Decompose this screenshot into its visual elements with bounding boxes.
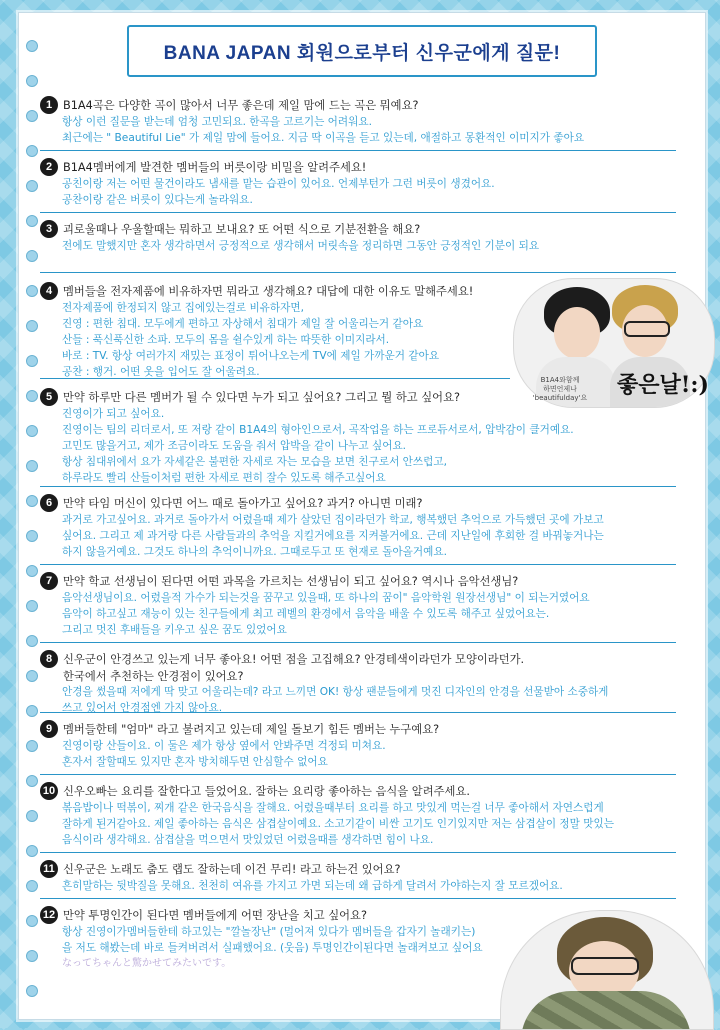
answer-text xyxy=(40,406,676,486)
answer-line: 혼자서 잘할때도 있지만 혼자 방치해두면 안심할수 없어요 xyxy=(62,756,328,768)
question-number: 4 xyxy=(40,282,58,300)
divider xyxy=(40,898,676,899)
answer-line: 항상 이런 질문을 받는데 엄청 고민되요. 한곡을 고르기는 어려워요. xyxy=(62,116,372,128)
answer-line: 잘하게 된거같아요. 제일 좋아하는 음식은 삼겹살이예요. 소고기같이 비싼 고기도 인기있지만 저는 삼겹살이 정말 맛있는 xyxy=(62,818,614,830)
answer-line: 그리고 멋진 후배들을 키우고 싶은 꿈도 있었어요 xyxy=(62,624,287,636)
photo-caption: B1A4와함께 하면언제나 'beautifulday'요 xyxy=(532,376,588,402)
qa-item-11 xyxy=(40,860,676,894)
answer-text xyxy=(40,738,676,770)
question-text: 만약 학교 선생님이 된다면 어떤 과목을 가르치는 선생님이 되고 싶어요? 역시나 음악선생님? xyxy=(63,575,519,588)
divider xyxy=(40,150,676,151)
camo-jacket xyxy=(521,991,691,1030)
question-number: 10 xyxy=(40,782,58,800)
qa-item-10 xyxy=(40,782,676,848)
divider xyxy=(40,852,676,853)
answer-line: 최근에는 " Beautiful Lie" 가 제일 맘에 들어요. 지금 딱 이곡을 듣고 있는데, 애절하고 몽환적인 이미지가 좋아요 xyxy=(62,132,585,144)
answer-line: 진영이랑 산들이요. 이 둘은 제가 항상 옆에서 안봐주면 걱정되 미쳐요. xyxy=(62,740,386,752)
question-number: 9 xyxy=(40,720,58,738)
question-text: 신우오빠는 요리를 잘한다고 들었어요. 잘하는 요리랑 좋아하는 음식을 알려주세요. xyxy=(63,785,470,798)
divider xyxy=(40,272,676,273)
question-number: 6 xyxy=(40,494,58,512)
divider xyxy=(40,642,676,643)
binder-holes xyxy=(26,40,40,1000)
answer-line: 항상 진영이가멤버들한테 하고있는 "깔놀장난" (멀어져 있다가 멤버들을 갑자기 놀래키는) xyxy=(62,926,476,938)
qa-item-3 xyxy=(40,220,676,254)
answer-line: 싶어요. 그리고 제 과거랑 다른 사람들과의 추억을 지킬거에요를 지켜볼거에요. 근데 지난일에 후회한 걸 바꿔놓거나는 xyxy=(62,530,604,542)
divider xyxy=(40,212,676,213)
answer-text xyxy=(40,590,676,638)
qa-item-2 xyxy=(40,158,676,208)
answer-line: 과거로 가고싶어요. 과거로 돌아가서 어렸을때 제가 살았던 집이라던가 학교, 행복했던 추억으로 가득했던 곳에 가보고 xyxy=(62,514,604,526)
answer-line: 음악선생님이요. 어렸을적 가수가 되는것을 꿈꾸고 있을때, 또 하나의 꿈이" 음악학원 원장선생님" 이 되는거였어요 xyxy=(62,592,590,604)
answer-line: 음식이라 생각해요. 삼겹살을 먹으면서 맛있었던 어렸을때를 생각하면 힘이 나요. xyxy=(62,834,434,846)
question-number: 11 xyxy=(40,860,58,878)
answer-line: 전에도 말했지만 혼자 생각하면서 긍정적으로 생각해서 머릿속을 정리하면 그동안 긍정적인 기분이 되요 xyxy=(62,240,540,252)
page-title: BANA JAPAN 회원으로부터 신우군에게 질문! xyxy=(163,42,561,64)
divider xyxy=(40,774,676,775)
answer-line: 항상 침대위에서 요가 자세같은 불편한 자세로 자는 모습을 보면 친구로서 안쓰럽고, xyxy=(62,456,447,468)
question-number: 3 xyxy=(40,220,58,238)
answer-line: 공친이랑 저는 어떤 물건이라도 냄새를 맡는 습관이 있어요. 언제부턴가 그런 버릇이 생겼어요. xyxy=(62,178,495,190)
qa-item-9 xyxy=(40,720,676,770)
glasses-shape xyxy=(571,957,639,975)
question-text: B1A4멤버에게 발견한 멤버들의 버릇이랑 비밀을 알려주세요! xyxy=(63,161,367,174)
answer-text xyxy=(40,238,676,254)
answer-text xyxy=(40,878,676,894)
question-text: 괴로울때나 우울할때는 뭐하고 보내요? 또 어떤 식으로 기분전환을 해요? xyxy=(63,223,421,236)
qa-item-5 xyxy=(40,388,676,486)
divider xyxy=(40,564,676,565)
qa-item-8 xyxy=(40,650,676,716)
divider xyxy=(40,712,676,713)
question-text-2: 한국에서 추천하는 안경점이 있어요? xyxy=(63,670,244,683)
answer-text xyxy=(40,114,676,146)
answer-line: 하지 않을거예요. 그것도 하나의 추억이니까요. 그때로두고 또 현재로 돌아올거예요. xyxy=(62,546,447,558)
divider xyxy=(40,378,510,379)
question-text: B1A4곡은 다양한 곡이 많아서 너무 좋은데 제일 맘에 드는 곡은 뭐예요? xyxy=(63,99,419,112)
question-number: 1 xyxy=(40,96,58,114)
answer-text xyxy=(40,800,676,848)
answer-line: 전자제품에 한정되지 않고 집에있는걸로 비유하자면, xyxy=(62,302,304,314)
answer-line: 음악이 하고싶고 재능이 있는 친구들에게 최고 레벨의 환경에서 음악을 배울 수 있도록 해주고 싶었어요는. xyxy=(62,608,550,620)
answer-line: 공찬 : 행거. 어떤 옷을 입어도 잘 어울려요. xyxy=(62,366,260,378)
answer-text xyxy=(40,176,676,208)
answer-line: 흔히말하는 뒷박질을 못해요. 천천히 여유를 가지고 가면 되는데 왜 급하게 달려서 가야하는지 잘 모르겠어요. xyxy=(62,880,563,892)
answer-line: 진영이가 되고 싶어요. xyxy=(62,408,165,420)
question-text: 만약 하루만 다른 멤버가 될 수 있다면 누가 되고 싶어요? 그리고 뭘 하고 싶어요? xyxy=(63,391,460,404)
question-text: 만약 투명인간이 된다면 멤버들에게 어떤 장난을 치고 싶어요? xyxy=(63,909,367,922)
signature: 좋은날!:) xyxy=(617,372,709,398)
title-box xyxy=(127,25,597,77)
answer-line: 진영 : 편한 침대. 모두에게 편하고 자상해서 침대가 제일 잘 어울리는거 같아요 xyxy=(62,318,424,330)
answer-text xyxy=(40,512,676,560)
question-text: 신우군이 안경쓰고 있는게 너무 좋아요! 어떤 점을 고집해요? 안경테색이라던가 모양이라던가. xyxy=(63,653,525,666)
answer-line: 하루라도 빨리 산들이처럼 편한 자세로 편히 잘수 있도록 해주고싶어요 xyxy=(62,472,386,484)
face-shape xyxy=(554,307,600,359)
question-number: 12 xyxy=(40,906,58,924)
answer-line: 볶음밥이나 떡볶이, 찌개 같은 한국음식을 잘해요. 어렸을때부터 요리를 하고 맛있게 먹는걸 너무 좋아해서 자연스럽게 xyxy=(62,802,604,814)
answer-line: 진영이는 팀의 리더로서, 또 저랑 같이 B1A4의 형아인으로서, 곡작업을 하는 프로듀서로서, 압박감이 클거예요. xyxy=(62,424,574,436)
question-number: 5 xyxy=(40,388,58,406)
answer-line: 쓰고 있어서 안경점엔 가지 않아요. xyxy=(62,702,223,714)
qa-item-7 xyxy=(40,572,676,638)
answer-line: 바로 : TV. 항상 여러가지 재밌는 표정이 튀어나오는게 TV에 제일 가까운거 같아요 xyxy=(62,350,440,362)
glasses-shape xyxy=(624,321,670,337)
qa-item-6 xyxy=(40,494,676,560)
answer-line: 공찬이랑 같은 버릇이 있다는게 놀라워요. xyxy=(62,194,253,206)
answer-line-japanese: なってちゃんと驚かせてみたいです。 xyxy=(62,958,232,969)
question-number: 7 xyxy=(40,572,58,590)
question-number: 8 xyxy=(40,650,58,668)
question-number: 2 xyxy=(40,158,58,176)
answer-line: 산들 : 푹신푹신한 소파. 모두의 몸을 쉴수있게 하는 따뜻한 이미지라서. xyxy=(62,334,390,346)
answer-line: 을 저도 해봤는데 바로 들켜버려서 실패했어요. (웃음) 투명인간이된다면 놀래켜보고 싶어요 xyxy=(62,942,483,954)
question-text: 멤버들을 전자제품에 비유하자면 뭐라고 생각해요? 대답에 대한 이유도 말해주세요! xyxy=(63,285,474,298)
answer-line: 고민도 많을거고, 제가 조금이라도 도움을 줘서 압박을 같이 나누고 싶어요. xyxy=(62,440,407,452)
question-text: 신우군은 노래도 춤도 랩도 잘하는데 이건 무리! 라고 하는건 있어요? xyxy=(63,863,401,876)
question-text: 멤버들한테 "엄마" 라고 불려지고 있는데 제일 돌보기 힘든 멤버는 누구예요? xyxy=(63,723,440,736)
divider xyxy=(40,486,676,487)
question-text: 만약 타임 머신이 있다면 어느 때로 돌아가고 싶어요? 과거? 아니면 미래? xyxy=(63,497,423,510)
answer-line: 안경을 썼을때 저에게 딱 맞고 어울리는데? 라고 느끼면 OK! 항상 팬분들에게 멋진 디자인의 안경을 선물받아 소중하게 xyxy=(62,686,609,698)
qa-item-1 xyxy=(40,96,676,146)
